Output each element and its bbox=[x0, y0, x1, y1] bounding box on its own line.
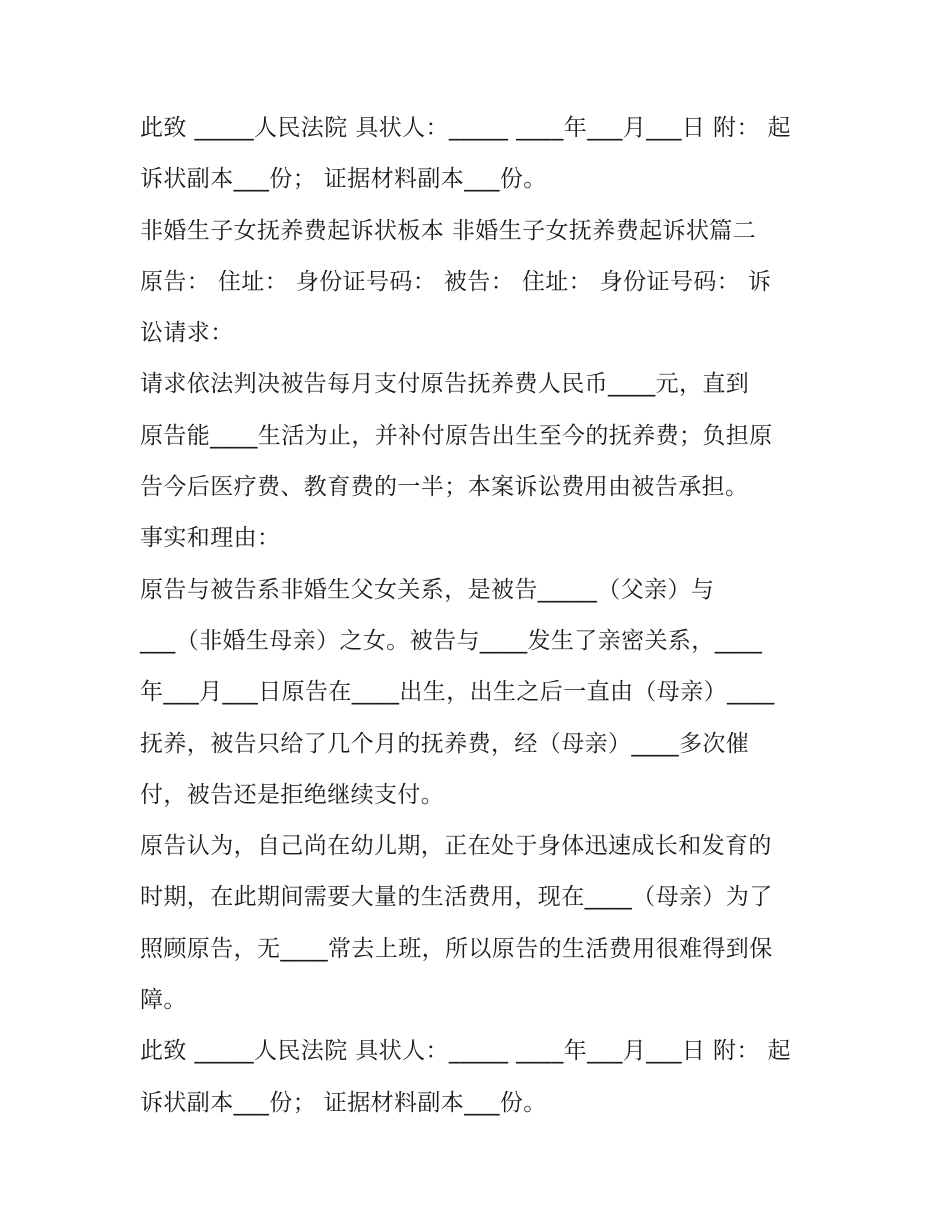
text-line: 诉状副本___份； 证据材料副本___份。 bbox=[140, 166, 547, 193]
text-line: 原告与被告系非婚生父女关系，是被告_____（父亲）与 bbox=[140, 576, 715, 603]
text-line: 此致 _____人民法院 具状人：_____ ____年___月___日 附： 起 bbox=[140, 1038, 791, 1065]
document-body bbox=[140, 103, 820, 1129]
text-line: 请求依法判决被告每月支付原告抚养费人民币____元，直到 bbox=[140, 371, 750, 398]
text-line: 此致 _____人民法院 具状人：_____ ____年___月___日 附： 起 bbox=[140, 115, 791, 141]
text-line: 年___月___日原告在____出生，出生之后一直由（母亲）____ bbox=[140, 679, 775, 706]
text-line: 付，被告还是拒绝继续支付。 bbox=[140, 781, 445, 808]
text-line: ___（非婚生母亲）之女。被告与____发生了亲密关系，____ bbox=[140, 627, 763, 654]
text-line: 诉状副本___份； 证据材料副本___份。 bbox=[140, 1089, 547, 1116]
text-line: 非婚生子女抚养费起诉状板本 非婚生子女抚养费起诉状篇二 bbox=[140, 217, 757, 244]
text-line: 抚养，被告只给了几个月的抚养费，经（母亲）____多次催 bbox=[140, 730, 750, 757]
text-line: 原告能____生活为止，并补付原告出生至今的抚养费；负担原 bbox=[140, 422, 773, 449]
text-line: 原告认为，自己尚在幼儿期，正在处于身体迅速成长和发育的 bbox=[140, 833, 772, 860]
text-line: 原告： 住址： 身份证号码： 被告： 住址： 身份证号码： 诉 bbox=[140, 268, 772, 295]
text-line: 时期，在此期间需要大量的生活费用，现在____（母亲）为了 bbox=[140, 884, 773, 911]
text-line: 照顾原告，无____常去上班，所以原告的生活费用很难得到保 bbox=[140, 935, 773, 962]
text-line: 事实和理由： bbox=[140, 525, 281, 552]
text-line: 告今后医疗费、教育费的一半；本案诉讼费用由被告承担。 bbox=[140, 474, 749, 501]
text-line: 讼请求： bbox=[140, 320, 234, 347]
text-line: 障。 bbox=[140, 987, 187, 1014]
